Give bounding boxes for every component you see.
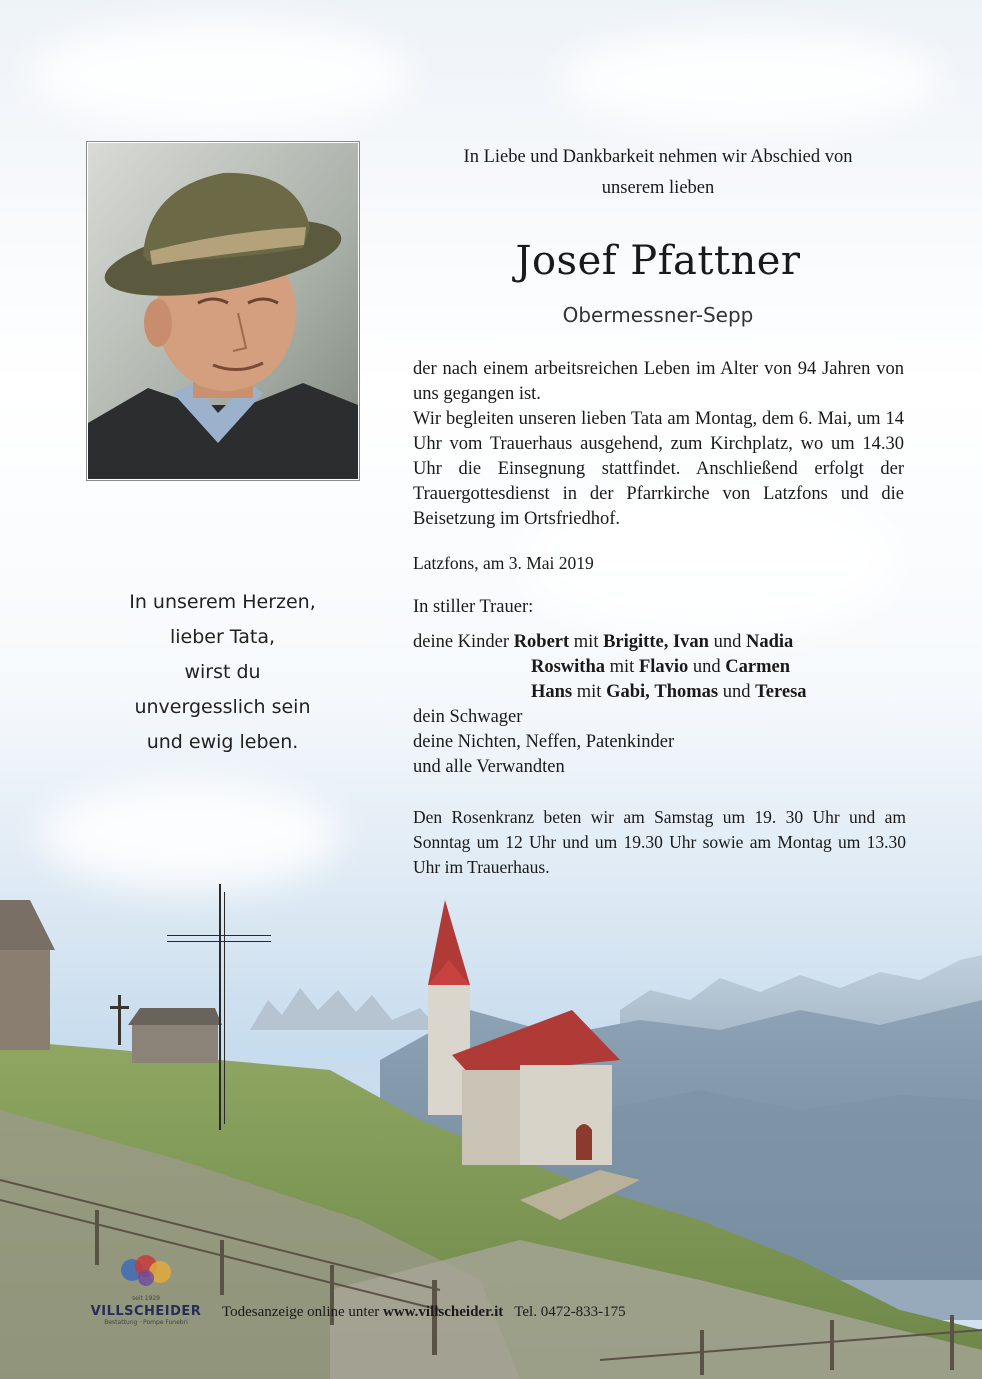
footer-online-text: Todesanzeige online unter [222,1304,380,1320]
child-name: Ivan [672,632,709,652]
rosary-notice: Den Rosenkranz beten wir am Samstag um 19. 30 Uhr und am Sonntag um 12 Uhr und um 19.30 Uhr sowie am Montag um 13.30 Uhr im Trauerhaus. [413,807,906,877]
partner-name: Gabi, [606,682,650,702]
footer-website-link[interactable]: www.villscheider.it [382,1304,504,1320]
cross-bar [167,935,271,936]
child-name: Hans [531,682,573,702]
connector: mit [609,657,635,677]
connector: und [722,682,751,702]
mourners-row-1 [413,630,913,655]
footer-phone: Tel. 0472-833-175 [514,1304,626,1320]
grandchild-name: Teresa [755,682,807,702]
logo-subtitle: Bestattung · Pompe Funebri [104,1319,188,1326]
intro-line-1: In Liebe und Dankbarkeit nehmen wir Abschied von [463,147,853,167]
deceased-name: Josef Pfattner [515,238,801,284]
mourners-relatives-1: deine Nichten, Neffen, Patenkinder [413,732,675,752]
memorial-poem [100,585,345,760]
cross-bar [167,941,271,942]
partner-name: Nadia [745,632,794,652]
children-intro: deine Kinder [413,632,510,652]
portrait-photo [86,141,360,481]
mourning-label: In stiller Trauer: [413,597,534,617]
connector: und [692,657,721,677]
poem-line: lieber Tata, [169,626,276,648]
portrait-illustration [88,143,358,479]
cross-icon-shadow [224,892,225,1124]
intro-text [408,142,908,204]
partner-name: Brigitte, [603,632,669,652]
child-name: Robert [513,632,570,652]
poem-line: und ewig leben. [146,731,299,753]
logo-brand: VILLSCHEIDER [90,1304,202,1319]
villscheider-logo [88,1250,204,1326]
child-name: Roswitha [531,657,606,677]
partner-name: Flavio [638,657,689,677]
connector: und [713,632,742,652]
logo-emblem-icon [118,1250,174,1290]
mourners-brother-in-law: dein Schwager [413,707,523,727]
poem-line: unvergesslich sein [134,696,311,718]
connector: mit [573,632,599,652]
mourners-list [413,630,913,780]
cloud [30,20,410,130]
grandchild-name: Thomas [654,682,719,702]
body-paragraph-2: Wir begleiten unseren lieben Tata am Montag, dem 6. Mai, um 14 Uhr vom Trauerhaus ausgehend, zum Kirchplatz, wo um 14.30 Uhr die Einsegnung stattfindet. Anschließend erfolgt der Trauergottesdienst in der Pfarrkirche von Latzfons und die Beisetzung im Ortsfriedhof. [413,409,904,529]
intro-line-2: unserem lieben [601,178,715,198]
poem-line: wirst du [184,661,261,683]
mourners-row-2 [413,655,913,680]
mourners-row-3 [413,680,913,705]
deceased-nickname: Obermessner-Sepp [562,303,754,327]
logo-established: seit 1929 [131,1295,160,1302]
cross-icon [219,884,221,1130]
body-paragraph-1: der nach einem arbeitsreichen Leben im Alter von 94 Jahren von uns gegangen ist. [413,359,904,404]
obituary-body [413,357,904,532]
footer-contact [222,1304,626,1321]
connector: mit [576,682,602,702]
grandchild-name: Carmen [725,657,791,677]
place-date: Latzfons, am 3. Mai 2019 [413,553,594,573]
cloud [560,30,940,130]
mourners-relatives-2: und alle Verwandten [413,757,565,777]
poem-line: In unserem Herzen, [129,591,316,613]
